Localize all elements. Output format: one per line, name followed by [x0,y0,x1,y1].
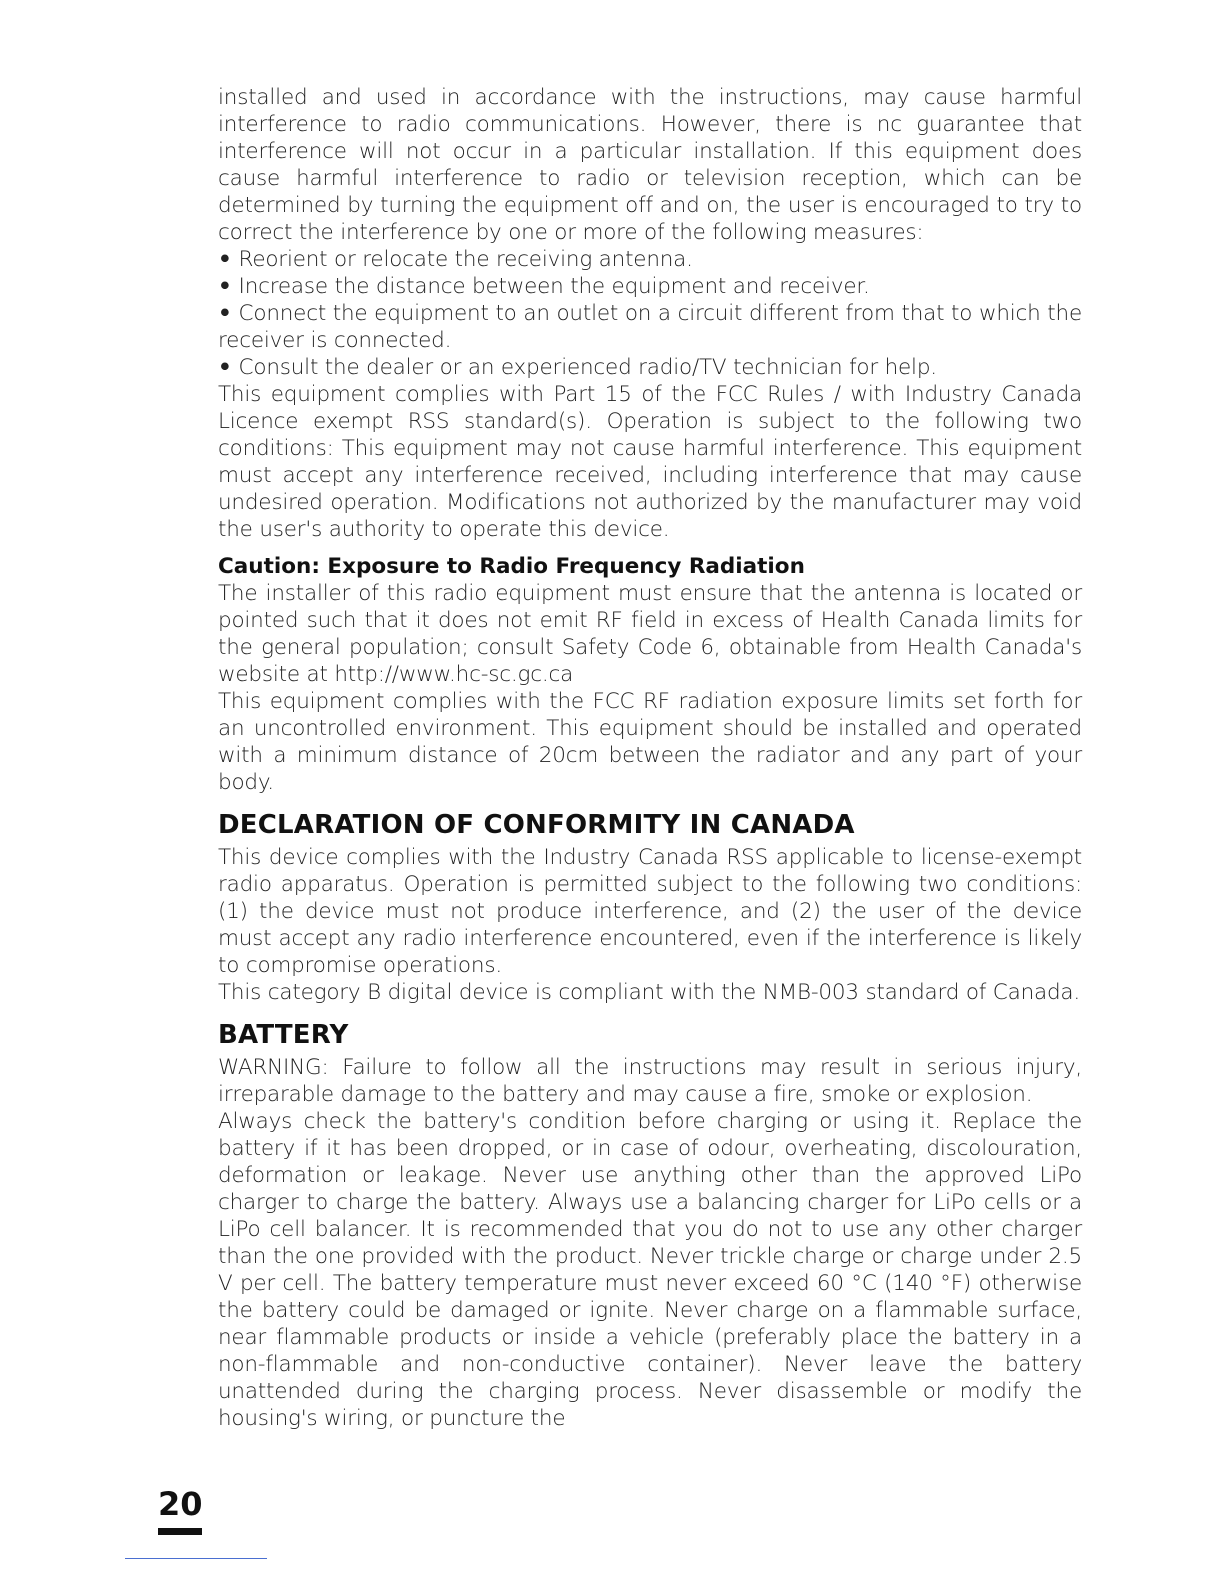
battery-heading: BATTERY [218,1020,349,1050]
caution-installer-paragraph: The installer of this radio equipment must ensure that the antenna is located or pointed such that it does not emit RF field in excess of Health Canada limits for the general population; consult Safety Code 6, obtainable from Health Canada's website at http://www.hc-sc.gc.ca [218,581,1082,687]
footer-divider [125,1558,267,1559]
bullet-item-distance: • Increase the distance between the equipment and receiver. [218,273,1082,300]
fcc-compliance-paragraph: This equipment complies with Part 15 of the FCC Rules / with Industry Canada Licence exempt RSS standard(s). Operation is subject to the following two conditions: This equipment may not cause harmful interference. This equipment must accept any interference received, including interference that may cause undesired operation. Modifications not authorized by the manufacturer may void the user's authority to operate this device. [218,382,1082,542]
caution-subheading: Caution: Exposure to Radio Frequency Radiation [218,554,805,579]
declaration-heading: DECLARATION OF CONFORMITY IN CANADA [218,810,855,840]
battery-instructions-paragraph: Always check the battery's condition before charging or using it. Replace the battery if it has been dropped, or in case of odour, overheating, discolouration, deformation or leakage. Never use anything other than the approved LiPo charger to charge the battery. Always use a balancing charger for LiPo cells or a LiPo cell balancer. It is recommended that you do not to use any other charger than the one provided with the product. Never trickle charge or charge under 2.5 V per cell. The battery temperature must never exceed 60 °C (140 °F) otherwise the battery could be damaged or ignite. Never charge on a flammable surface, near flammable products or inside a vehicle (preferably place the battery in a non-flammable and non-conductive container). Never leave the battery unattended during the charging process. Never disassemble or modify the housing's wiring, or puncture the [218,1109,1082,1431]
declaration-paragraph: This device complies with the Industry Canada RSS applicable to license-exempt radio apparatus. Operation is permitted subject to the following two conditions: (1) the device must not produce interference, and (2) the user of the device must accept any radio interference encountered, even if the interference is likely to compromise operations. [218,845,1082,978]
bullet-item-outlet: • Connect the equipment to an outlet on a circuit different from that to which the receiver is connected. [218,300,1082,354]
page-number: 20 [158,1485,203,1523]
document-body [218,84,1082,1432]
bullet-item-reorient: • Reorient or relocate the receiving antenna. [218,246,1082,273]
battery-warning-paragraph: WARNING: Failure to follow all the instructions may result in serious injury, irreparable damage to the battery and may cause a fire, smoke or explosion. [218,1055,1082,1107]
caution-exposure-paragraph: This equipment complies with the FCC RF radiation exposure limits set forth for an uncontrolled environment. This equipment should be installed and operated with a minimum distance of 20cm between the radiator and any part of your body. [218,689,1082,795]
bullet-item-consult: • Consult the dealer or an experienced radio/TV technician for help. [218,354,1082,381]
category-b-paragraph: This category B digital device is compliant with the NMB-003 standard of Canada. [218,980,1081,1005]
page-number-underline [158,1528,202,1535]
intro-paragraph: installed and used in accordance with the instructions, may cause harmful interference to radio communications. However, there is nc guarantee that interference will not occur in a particular installation. If this equipment does cause harmful interference to radio or television reception, which can be determined by turning the equipment off and on, the user is encouraged to try to correct the interference by one or more of the following measures: [218,85,1082,245]
